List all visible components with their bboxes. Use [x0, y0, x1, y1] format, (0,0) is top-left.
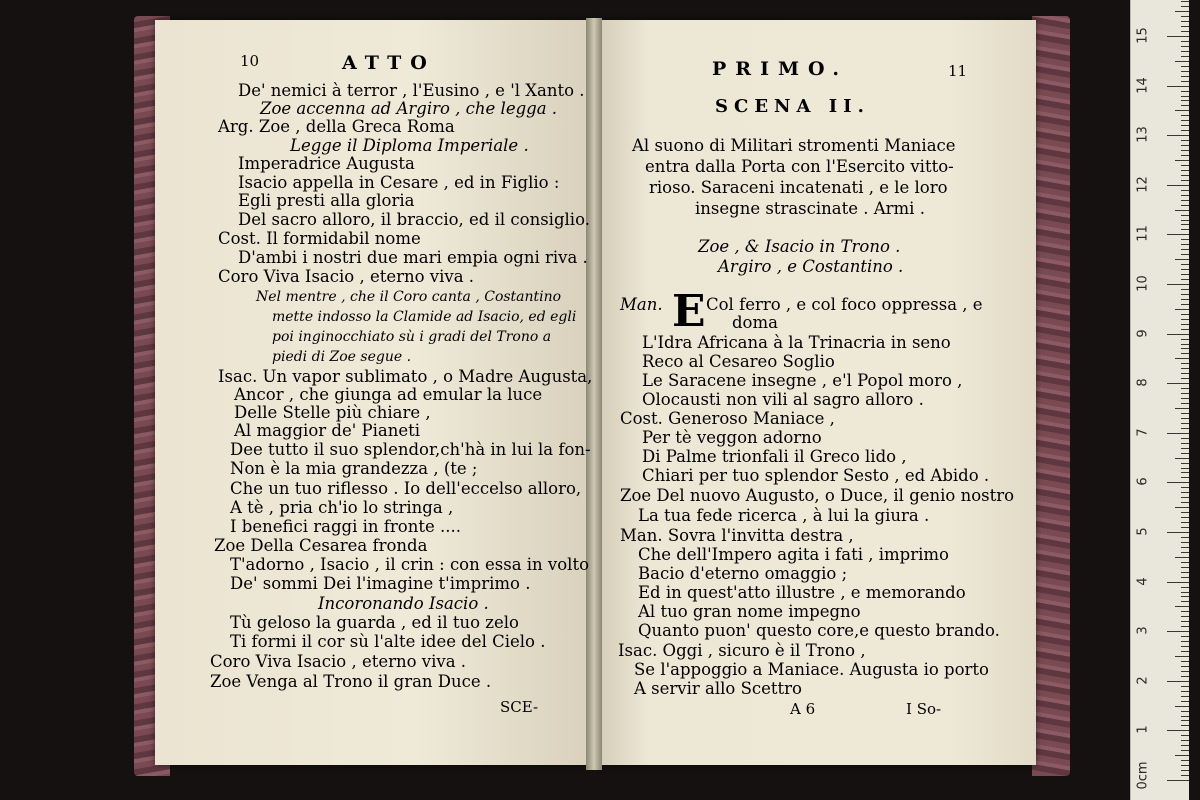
text-line: Coro Viva Isacio , eterno viva .	[210, 652, 467, 671]
text-line: Al maggior de' Pianeti	[234, 421, 421, 440]
text-line: Cost. Generoso Maniace ,	[620, 409, 835, 428]
ruler-tick	[1167, 681, 1189, 682]
ruler-tick	[1175, 309, 1189, 310]
ruler-tick	[1181, 701, 1189, 702]
ruler-tick	[1181, 552, 1189, 553]
ruler-tick	[1181, 363, 1189, 364]
ruler-tick	[1181, 368, 1189, 369]
text-line: Arg. Zoe , della Greca Roma	[218, 117, 455, 136]
text-line: insegne strascinate . Armi .	[695, 199, 925, 218]
ruler-tick	[1181, 577, 1189, 578]
signature-mark: A 6	[790, 700, 816, 718]
ruler-tick	[1167, 284, 1189, 285]
ruler-tick	[1181, 775, 1189, 776]
left-page-number: 10	[240, 52, 260, 70]
ruler-tick	[1181, 443, 1189, 444]
ruler-tick	[1175, 358, 1189, 359]
text-line: Non è la mia grandezza , (te ;	[230, 459, 478, 478]
text-line: A servir allo Scettro	[634, 679, 802, 698]
ruler-tick	[1181, 601, 1189, 602]
text-line: De' nemici à terror , l'Eusino , e 'l Xanto .	[238, 81, 585, 100]
text-line: Delle Stelle più chiare ,	[234, 403, 431, 422]
ruler-tick	[1175, 408, 1189, 409]
text-line: entra dalla Porta con l'Esercito vitto-	[645, 157, 954, 176]
text-line: Al tuo gran nome impegno	[638, 602, 861, 621]
text-line: Bacio d'eterno omaggio ;	[638, 564, 848, 583]
ruler-tick	[1181, 487, 1189, 488]
text-line: Zoe Venga al Trono il gran Duce .	[210, 672, 492, 691]
ruler-tick	[1181, 453, 1189, 454]
ruler-tick	[1181, 527, 1189, 528]
ruler-label: 15	[1135, 27, 1151, 44]
text-line: Zoe Del nuovo Augusto, o Duce, il genio nostro	[620, 486, 1015, 505]
ruler-tick	[1181, 205, 1189, 206]
ruler-tick	[1167, 135, 1189, 136]
ruler-tick	[1181, 56, 1189, 57]
ruler-tick	[1181, 661, 1189, 662]
right-catchword: I So-	[906, 700, 942, 718]
ruler-tick	[1181, 319, 1189, 320]
ruler-tick	[1181, 398, 1189, 399]
ruler-tick	[1181, 592, 1189, 593]
ruler-tick	[1181, 348, 1189, 349]
ruler-label: 9	[1135, 328, 1151, 338]
ruler-tick	[1181, 264, 1189, 265]
ruler-tick	[1181, 611, 1189, 612]
book-gutter	[586, 18, 602, 770]
ruler-tick	[1181, 220, 1189, 221]
text-line: D'ambi i nostri due mari empia ogni riva .	[238, 248, 588, 267]
ruler-tick	[1181, 274, 1189, 275]
ruler-tick	[1167, 582, 1189, 583]
text-line: I benefici raggi in fronte ....	[230, 517, 461, 536]
ruler-tick	[1181, 353, 1189, 354]
ruler-tick	[1181, 294, 1189, 295]
text-line: Che dell'Impero agita i fati , imprimo	[638, 545, 949, 564]
text-line: rioso. Saraceni incatenati , e le loro	[649, 178, 948, 197]
ruler-tick	[1181, 413, 1189, 414]
ruler-tick	[1167, 730, 1189, 731]
text-line: Dee tutto il suo splendor,ch'hà in lui la fon-	[230, 440, 591, 459]
ruler-tick	[1181, 254, 1189, 255]
ruler-label: 7	[1135, 428, 1151, 437]
ruler-tick	[1181, 428, 1189, 429]
ruler-tick	[1181, 100, 1189, 101]
ruler-tick	[1181, 373, 1189, 374]
ruler-tick	[1181, 691, 1189, 692]
ruler-tick	[1181, 770, 1189, 771]
ruler-tick	[1167, 532, 1189, 533]
ruler-tick	[1175, 160, 1189, 161]
ruler-tick	[1181, 388, 1189, 389]
ruler-label: 1	[1135, 725, 1151, 735]
ruler-tick	[1181, 596, 1189, 597]
ruler-tick	[1181, 423, 1189, 424]
text-line: doma	[732, 313, 778, 332]
text-line: Nel mentre , che il Coro canta , Costantino	[256, 289, 562, 305]
ruler-tick	[1175, 259, 1189, 260]
ruler-tick	[1167, 234, 1189, 235]
text-line: Reco al Cesareo Soglio	[642, 352, 835, 371]
ruler-tick	[1181, 170, 1189, 171]
ruler-tick	[1181, 472, 1189, 473]
ruler-tick	[1181, 21, 1189, 22]
right-page-number: 11	[948, 62, 968, 80]
ruler-tick	[1181, 26, 1189, 27]
ruler-label: 10	[1135, 275, 1151, 292]
ruler-tick	[1175, 210, 1189, 211]
text-line: Isac. Oggi , sicuro è il Trono ,	[618, 641, 866, 660]
ruler-tick	[1181, 567, 1189, 568]
ruler-tick	[1181, 239, 1189, 240]
ruler-tick	[1181, 150, 1189, 151]
ruler-tick	[1181, 115, 1189, 116]
ruler-tick	[1181, 497, 1189, 498]
ruler-tick	[1175, 656, 1189, 657]
ruler-tick	[1181, 269, 1189, 270]
ruler-tick	[1181, 463, 1189, 464]
ruler-label: 3	[1135, 626, 1151, 635]
scene-title: SCENA II.	[715, 96, 870, 117]
ruler-tick	[1181, 329, 1189, 330]
text-line: poi inginocchiato sù i gradi del Trono a	[272, 329, 552, 345]
ruler-tick	[1181, 378, 1189, 379]
text-line: Coro Viva Isacio , eterno viva .	[218, 267, 475, 286]
ruler-tick	[1181, 676, 1189, 677]
ruler-tick	[1181, 71, 1189, 72]
ruler-tick	[1181, 76, 1189, 77]
ruler-tick	[1181, 448, 1189, 449]
ruler-tick	[1181, 6, 1189, 7]
text-line: Olocausti non vili al sagro alloro .	[642, 390, 924, 409]
ruler-tick	[1181, 289, 1189, 290]
ruler-tick	[1181, 304, 1189, 305]
ruler-tick	[1181, 686, 1189, 687]
text-line: Tù geloso la guarda , ed il tuo zelo	[230, 613, 519, 632]
ruler-tick	[1175, 606, 1189, 607]
ruler-tick	[1175, 557, 1189, 558]
text-line: La tua fede ricerca , à lui la giura .	[638, 506, 930, 525]
ruler-tick	[1167, 433, 1189, 434]
text-line: Chiari per tuo splendor Sesto , ed Abido .	[642, 466, 990, 485]
ruler-label: 6	[1135, 477, 1151, 487]
ruler-tick	[1181, 760, 1189, 761]
ruler-tick	[1181, 279, 1189, 280]
text-line: Imperadrice Augusta	[238, 154, 415, 173]
ruler-tick	[1181, 31, 1189, 32]
ruler-tick	[1181, 562, 1189, 563]
ruler-tick	[1181, 403, 1189, 404]
ruler-tick	[1181, 155, 1189, 156]
ruler-tick	[1181, 145, 1189, 146]
ruler-tick	[1167, 631, 1189, 632]
ruler-tick	[1167, 36, 1189, 37]
ruler-tick	[1181, 636, 1189, 637]
book-cover-right	[1032, 16, 1070, 776]
ruler-tick	[1181, 468, 1189, 469]
ruler-label: 0cm	[1135, 761, 1151, 790]
right-running-head: PRIMO.	[712, 58, 849, 80]
ruler-tick	[1167, 185, 1189, 186]
ruler-tick	[1181, 671, 1189, 672]
text-line: Che un tuo riflesso . Io dell'eccelso alloro,	[230, 479, 582, 498]
left-running-head: ATTO	[342, 52, 436, 74]
ruler-tick	[1181, 735, 1189, 736]
text-line: Isac. Un vapor sublimato , o Madre Augusta,	[218, 367, 593, 386]
ruler-tick	[1175, 61, 1189, 62]
ruler-tick	[1167, 383, 1189, 384]
ruler-tick	[1181, 438, 1189, 439]
ruler-tick	[1181, 66, 1189, 67]
ruler-label: 5	[1135, 527, 1151, 536]
ruler-tick	[1181, 477, 1189, 478]
ruler-tick	[1181, 725, 1189, 726]
text-line: Se l'appoggio a Maniace. Augusta io porto	[634, 660, 989, 679]
ruler-tick	[1181, 180, 1189, 181]
text-line: Zoe Della Cesarea fronda	[214, 536, 428, 555]
ruler-tick	[1181, 165, 1189, 166]
text-line: piedi di Zoe segue .	[272, 349, 412, 365]
text-line: T'adorno , Isacio , il crin : con essa in volto	[230, 555, 590, 574]
ruler-tick	[1181, 517, 1189, 518]
text-line: Isacio appella in Cesare , ed in Figlio :	[238, 173, 560, 192]
ruler-tick	[1181, 51, 1189, 52]
text-line: Man. Sovra l'invitta destra ,	[620, 526, 854, 545]
ruler-tick	[1181, 716, 1189, 717]
ruler-tick	[1175, 507, 1189, 508]
text-line: Cost. Il formidabil nome	[218, 229, 421, 248]
text-line: Zoe , & Isacio in Trono .	[698, 237, 901, 256]
ruler-tick	[1181, 666, 1189, 667]
text-line: De' sommi Dei l'imagine t'imprimo .	[230, 574, 531, 593]
text-line: Ancor , che giunga ad emular la luce	[234, 385, 543, 404]
ruler-label: 14	[1135, 76, 1151, 94]
ruler-tick	[1181, 91, 1189, 92]
ruler-label: 8	[1135, 378, 1151, 387]
ruler-tick	[1181, 750, 1189, 751]
left-catchword: SCE-	[500, 698, 539, 716]
text-line: Del sacro alloro, il braccio, ed il consiglio.	[238, 210, 590, 229]
ruler-tick	[1181, 651, 1189, 652]
drop-cap: E	[672, 286, 706, 337]
text-line: Man.	[620, 295, 663, 314]
ruler-tick	[1181, 641, 1189, 642]
ruler-label: 13	[1135, 126, 1151, 143]
ruler-tick	[1181, 299, 1189, 300]
text-line: Zoe accenna ad Argiro , che legga .	[260, 99, 558, 118]
ruler-tick	[1181, 339, 1189, 340]
ruler-tick	[1181, 46, 1189, 47]
ruler-tick	[1181, 696, 1189, 697]
ruler-tick	[1181, 96, 1189, 97]
ruler-tick	[1181, 418, 1189, 419]
ruler-tick	[1167, 482, 1189, 483]
ruler-tick	[1175, 11, 1189, 12]
ruler-tick	[1181, 542, 1189, 543]
ruler-tick	[1181, 393, 1189, 394]
ruler-label: 11	[1135, 225, 1151, 243]
ruler-tick	[1181, 711, 1189, 712]
text-line: mette indosso la Clamide ad Isacio, ed egli	[272, 309, 577, 325]
text-line: L'Idra Africana à la Trinacria in seno	[642, 333, 951, 352]
text-line: Ed in quest'atto illustre , e memorando	[638, 583, 966, 602]
ruler-tick	[1175, 458, 1189, 459]
text-line: Di Palme trionfali il Greco lido ,	[642, 447, 907, 466]
ruler-tick	[1181, 200, 1189, 201]
ruler-tick	[1175, 110, 1189, 111]
ruler-tick	[1181, 512, 1189, 513]
text-line: Al suono di Militari stromenti Maniace	[632, 136, 956, 155]
ruler-tick	[1181, 522, 1189, 523]
ruler-tick	[1181, 244, 1189, 245]
ruler-tick	[1181, 41, 1189, 42]
text-line: Per tè veggon adorno	[642, 428, 822, 447]
ruler-tick	[1181, 1, 1189, 2]
ruler-tick	[1181, 190, 1189, 191]
ruler-tick	[1181, 502, 1189, 503]
ruler-tick	[1181, 626, 1189, 627]
ruler-tick	[1181, 745, 1189, 746]
ruler-tick	[1181, 765, 1189, 766]
ruler-tick	[1181, 130, 1189, 131]
text-line: Le Saracene insegne , e'l Popol moro ,	[642, 371, 963, 390]
ruler-tick	[1181, 314, 1189, 315]
ruler-tick	[1181, 587, 1189, 588]
ruler-tick	[1181, 344, 1189, 345]
ruler-tick	[1181, 720, 1189, 721]
ruler-tick	[1181, 572, 1189, 573]
measuring-ruler	[1130, 0, 1189, 800]
ruler-label: 12	[1135, 176, 1151, 193]
ruler-tick	[1181, 324, 1189, 325]
ruler-tick	[1181, 125, 1189, 126]
ruler-tick	[1181, 16, 1189, 17]
ruler-tick	[1181, 105, 1189, 106]
text-line: Ti formi il cor sù l'alte idee del Cielo .	[230, 632, 546, 651]
text-line: Egli presti alla gloria	[238, 191, 415, 210]
ruler-tick	[1181, 740, 1189, 741]
ruler-tick	[1175, 706, 1189, 707]
ruler-tick	[1181, 140, 1189, 141]
ruler-tick	[1181, 547, 1189, 548]
ruler-tick	[1181, 120, 1189, 121]
ruler-tick	[1181, 175, 1189, 176]
ruler-tick	[1181, 81, 1189, 82]
ruler-tick	[1181, 616, 1189, 617]
ruler-tick	[1181, 646, 1189, 647]
text-line: A tè , pria ch'io lo stringa ,	[230, 498, 454, 517]
ruler-tick	[1167, 334, 1189, 335]
text-line: Quanto puon' questo core,e questo brando.	[638, 621, 1000, 640]
ruler-tick	[1181, 195, 1189, 196]
ruler-tick	[1181, 492, 1189, 493]
text-line: Argiro , e Costantino .	[718, 257, 904, 276]
ruler-tick	[1181, 537, 1189, 538]
ruler-tick	[1181, 215, 1189, 216]
ruler-tick	[1181, 224, 1189, 225]
text-line: Legge il Diploma Imperiale .	[290, 136, 529, 155]
text-line: Incoronando Isacio .	[318, 594, 489, 613]
ruler-label: 4	[1135, 576, 1151, 586]
ruler-tick	[1167, 780, 1189, 781]
text-line: Col ferro , e col foco oppressa , e	[706, 295, 983, 314]
ruler-tick	[1181, 249, 1189, 250]
ruler-tick	[1175, 755, 1189, 756]
ruler-tick	[1181, 229, 1189, 230]
ruler-tick	[1181, 621, 1189, 622]
ruler-tick	[1167, 86, 1189, 87]
ruler-label: 2	[1135, 676, 1151, 685]
